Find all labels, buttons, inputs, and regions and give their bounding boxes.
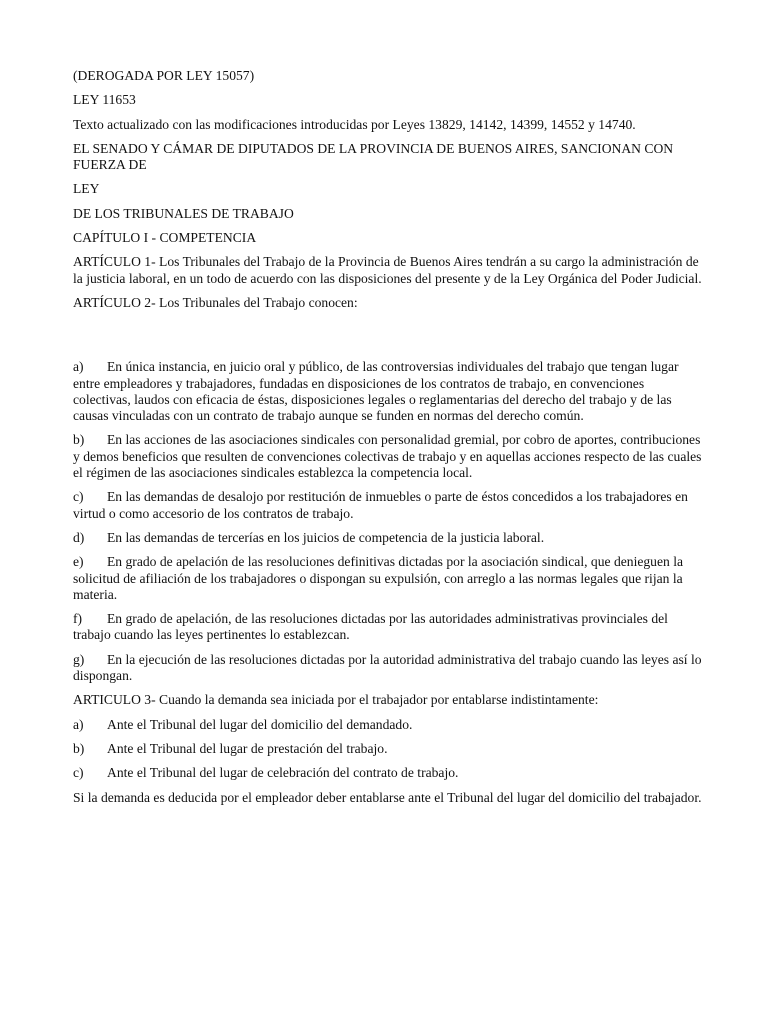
item-label: c) xyxy=(73,489,84,505)
item-text: En las acciones de las asociaciones sindicales con personalidad gremial, por cobro de aportes, contribuciones y demos beneficios que resulten de convenciones colectivas de trabajo y en aquellas acciones respecto de las cuales el régimen de las asociaciones sindicales establezca la competencia local. xyxy=(73,432,702,481)
item-label: d) xyxy=(73,529,85,545)
item-text: Ante el Tribunal del lugar de celebración del contrato de trabajo. xyxy=(107,765,459,781)
article-2-intro: ARTÍCULO 2- Los Tribunales del Trabajo conocen: xyxy=(73,294,358,310)
ley-heading: LEY xyxy=(73,181,100,197)
spacer xyxy=(73,319,705,359)
list-item xyxy=(73,765,705,781)
list-item xyxy=(73,359,705,424)
item-label: f) xyxy=(73,611,83,627)
list-item xyxy=(73,489,705,522)
list-item xyxy=(73,554,705,603)
item-text: Ante el Tribunal del lugar de prestación del trabajo. xyxy=(107,740,388,756)
article-1: ARTÍCULO 1- Los Tribunales del Trabajo de la Provincia de Buenos Aires tendrán a su cargo la administración de la justicia laboral, en un todo de acuerdo con las disposiciones del presente y de la Ley Orgánica del Poder Judicial. xyxy=(73,254,702,286)
item-label: e) xyxy=(73,554,84,570)
chapter-heading: CAPÍTULO I - COMPETENCIA xyxy=(73,230,257,246)
item-label: a) xyxy=(73,716,84,732)
article-3-intro: ARTICULO 3- Cuando la demanda sea iniciada por el trabajador por entablarse indistintamente: xyxy=(73,692,599,708)
article-3-list xyxy=(73,717,705,782)
item-label: b) xyxy=(73,432,85,448)
article-2-list xyxy=(73,359,705,684)
item-text: En grado de apelación de las resoluciones definitivas dictadas por la asociación sindical, que denieguen la solicitud de afiliación de los trabajadores o dispongan su expulsión, con arreglo a las normas legales que rijan la materia. xyxy=(73,554,684,602)
item-text: En única instancia, en juicio oral y público, de las controversias individuales del trabajo que tengan lugar entre empleadores y trabajadores, fundadas en disposiciones de los contratos de trabajo, en convenciones colectivas, laudos con eficacia de éstas, disposiciones legales o reglamentarias del derecho del trabajo y de las causas vinculadas con un contrato de trabajo aunque se funden en normas del derecho común. xyxy=(73,359,679,424)
item-text: En las demandas de desalojo por restitución de inmuebles o parte de éstos concedidos a los trabajadores en virtud o como accesorio de los contratos de trabajo. xyxy=(73,489,688,521)
list-item xyxy=(73,530,705,546)
list-item xyxy=(73,652,705,685)
list-item xyxy=(73,611,705,644)
item-label: g) xyxy=(73,651,85,667)
list-item xyxy=(73,741,705,757)
item-label: a) xyxy=(73,359,84,375)
item-text: En grado de apelación, de las resoluciones dictadas por las autoridades administrativas provinciales del trabajo cuando las leyes pertinentes lo establezcan. xyxy=(73,611,668,643)
senado-preamble: EL SENADO Y CÁMAR DE DIPUTADOS DE LA PROVINCIA DE BUENOS AIRES, SANCIONAN CON FUERZA DE xyxy=(73,140,674,173)
ley-number: LEY 11653 xyxy=(73,92,136,108)
item-text: En las demandas de tercerías en los juicios de competencia de la justicia laboral. xyxy=(107,529,545,545)
item-text: En la ejecución de las resoluciones dictadas por la autoridad administrativa del trabajo cuando las leyes así lo dispongan. xyxy=(73,651,702,684)
article-3-closing: Si la demanda es deducida por el empleador deber entablarse ante el Tribunal del lugar del domicilio del trabajador. xyxy=(73,789,702,805)
list-item xyxy=(73,717,705,733)
derogada-note: (DEROGADA POR LEY 15057) xyxy=(73,68,255,83)
document-page xyxy=(73,68,705,814)
item-label: c) xyxy=(73,765,84,781)
actualizado-note: Texto actualizado con las modificaciones introducidas por Leyes 13829, 14142, 14399, 14552 y 14740. xyxy=(73,116,636,132)
list-item xyxy=(73,432,705,481)
item-text: Ante el Tribunal del lugar del domicilio del demandado. xyxy=(107,716,413,732)
document-title: DE LOS TRIBUNALES DE TRABAJO xyxy=(73,205,294,221)
item-label: b) xyxy=(73,740,85,756)
